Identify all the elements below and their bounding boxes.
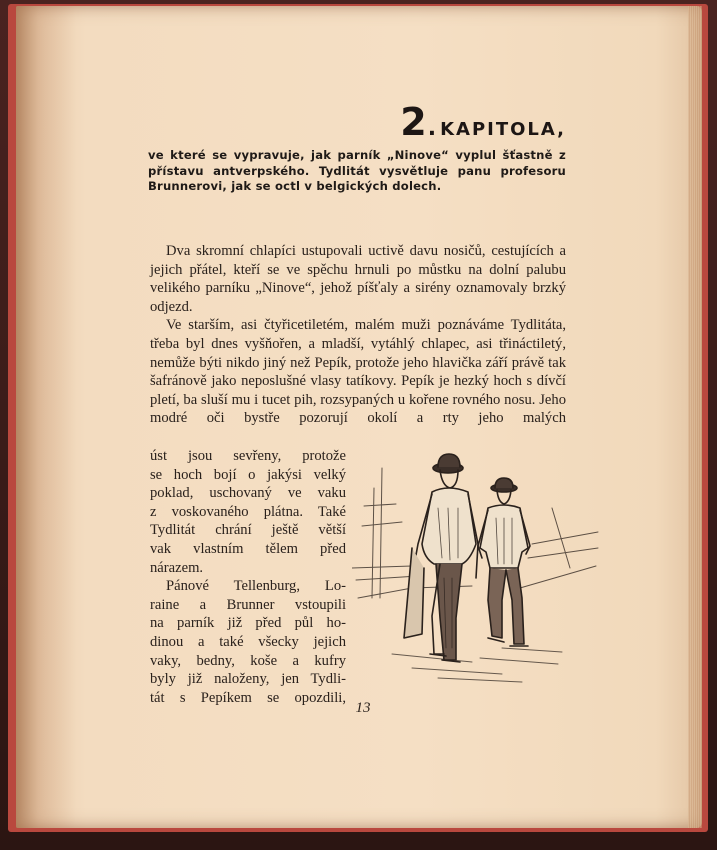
- body-text: [150, 242, 566, 428]
- page-gutter: [16, 6, 76, 828]
- column-line: byly již naloženy, jen Tydli-: [150, 671, 346, 688]
- ground-sketch: [392, 648, 562, 682]
- paragraph: Ve starším, asi čtyřicetiletém, malém muži poznáváme Tydlitáta, třeba byl dnes vyšňořen, a mladší, vytáhlý chlapec, asi třináctiletý, nemůže býti nikdo jiný než Pepík, protože jeho hlavička září právě tak šafránově jako neposlušné vlasy tatíkovy. Pepík je hezký hoch s dívčí pletí, ba sluší mu i tucet pih, rozsypaných u kořene rovného nosu. Jeho modré oči bystře pozorují okolí a rty jeho malých: [150, 317, 566, 427]
- column-line: Pánové Tellenburg, Lo-: [166, 578, 346, 595]
- column-line: tát s Pepíkem se opozdili,: [150, 689, 346, 706]
- chapter-dot: .: [427, 116, 437, 141]
- chapter-heading: [148, 100, 566, 195]
- column-line: nárazem.: [150, 559, 204, 576]
- chapter-word: KAPITOLA,: [440, 119, 566, 140]
- chapter-title: [148, 100, 566, 144]
- column-line: úst jsou sevřeny, protože: [150, 448, 346, 464]
- chapter-number: 2: [400, 100, 428, 144]
- column-line: dinou a také všecky jejich: [150, 633, 346, 650]
- column-line: poklad, uschovaný ve vaku: [150, 485, 346, 502]
- column-line: se hoch bojí o jakýsi velký: [150, 466, 346, 483]
- chapter-summary: ve které se vypravuje, jak parník „Ninove“ vyplul šťastně z přístavu antverpského. Tydlitát vysvětluje panu profesoru Brunnerovi, jak se octl v belgických dolech.: [148, 148, 566, 193]
- column-line: raine a Brunner vstoupili: [150, 596, 346, 613]
- paragraph: Dva skromní chlapíci ustupovali uctivě davu nosičů, cestujících a jejich přátel, kteří se ve spěchu hrnuli po můstku na dolní palubu velikého parníku „Ninove“, jehož píšťaly a sirény oznamovaly brzký odjezd.: [150, 243, 566, 315]
- text-column: [150, 447, 346, 707]
- illustration-man-and-boy: [352, 448, 600, 684]
- page-number: 13: [355, 700, 371, 716]
- column-line: vak vlastním tělem před: [150, 540, 346, 557]
- column-line: na parník již před půl ho-: [150, 615, 346, 632]
- man-figure: [404, 454, 478, 662]
- column-line: vaky, bedny, koše a kufry: [150, 652, 346, 669]
- column-line: z voskovaného plátna. Také: [150, 503, 346, 520]
- boy-figure: [478, 478, 530, 646]
- column-line: Tydlitát chrání ještě větší: [150, 522, 346, 539]
- page-fore-edge: [688, 6, 702, 828]
